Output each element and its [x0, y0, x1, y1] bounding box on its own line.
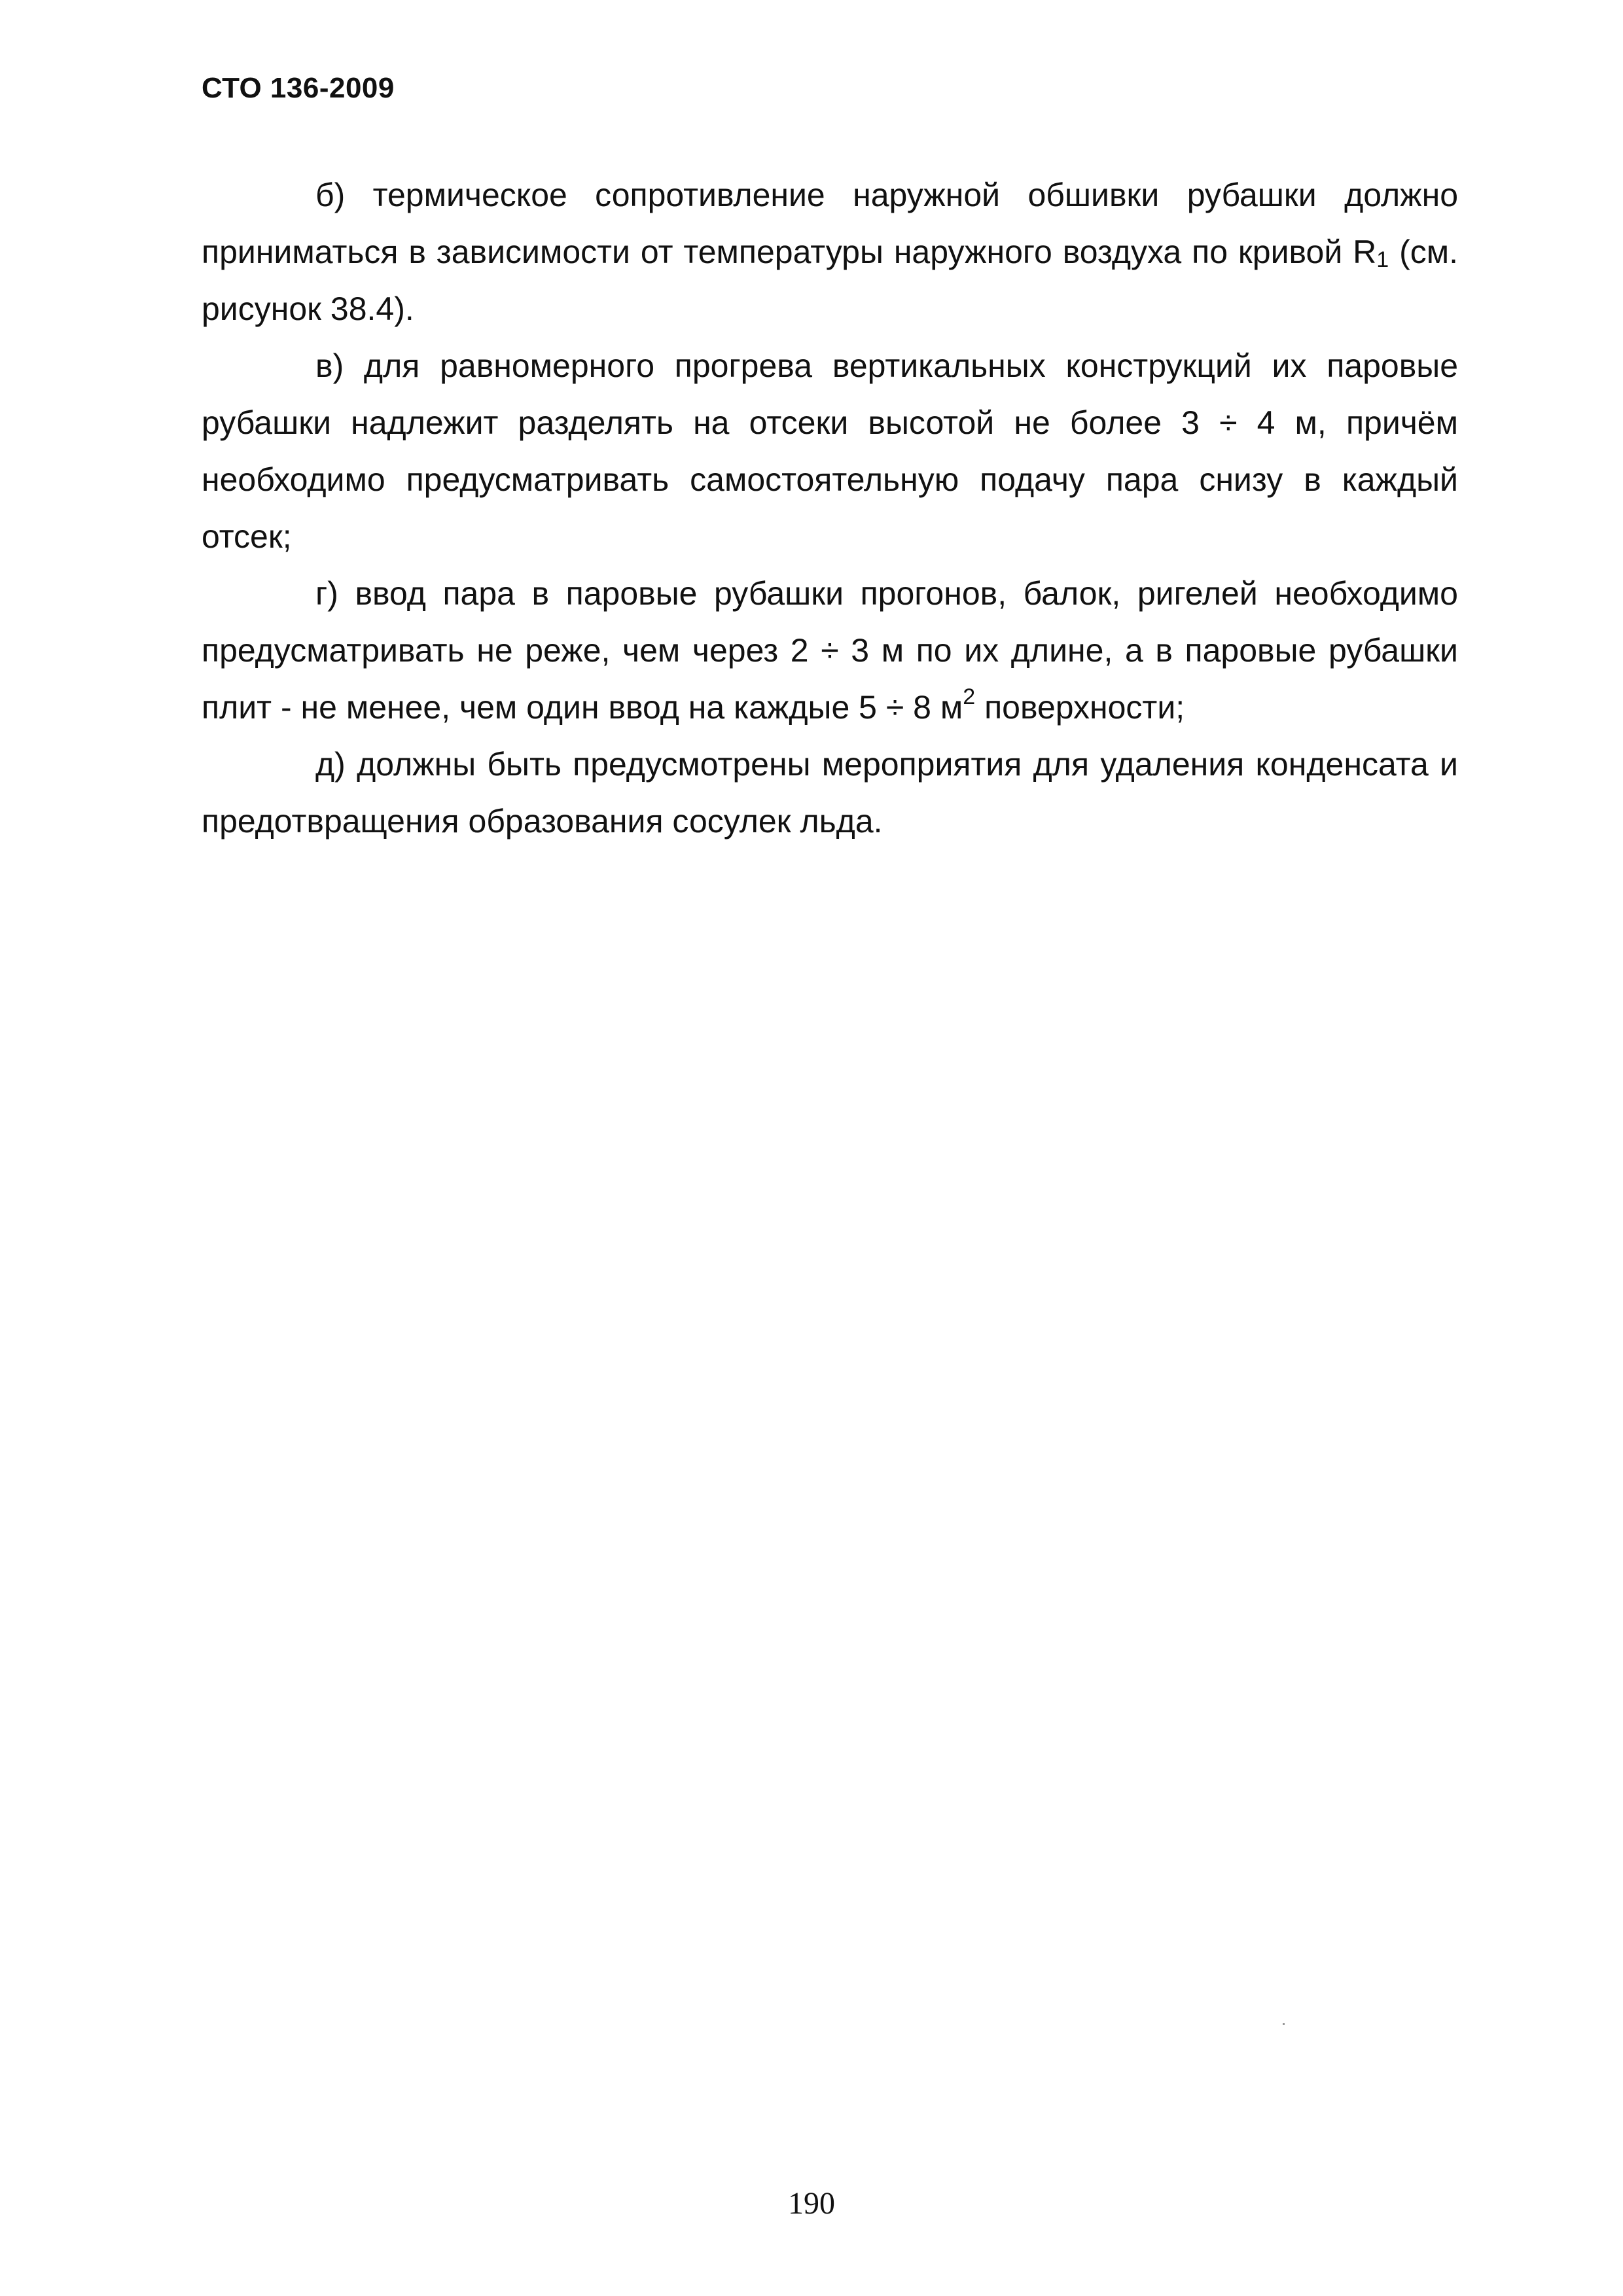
- paragraph-g-text: г) ввод пара в паровые рубашки прогонов, балок, ригелей необходимо предусматривать не реже, чем через 2 ÷ 3 м по их длине, а в паровые рубашки плит - не менее, чем один ввод на каждые 5 ÷ 8 м: [202, 575, 1458, 726]
- document-body: [202, 167, 1458, 850]
- paragraph-g-superscript: 2: [963, 684, 976, 709]
- paragraph-d: д) должны быть предусмотрены мероприятия для удаления конденсата и предотвращения образования сосулек льда.: [202, 746, 1458, 839]
- paragraph-b: [202, 167, 1458, 338]
- paragraph-b-subscript: 1: [1376, 247, 1389, 272]
- page-number: 190: [788, 2186, 835, 2221]
- paragraph-g-text-end: поверхности;: [975, 689, 1185, 726]
- scan-speck: [1283, 2023, 1285, 2025]
- paragraph-b-text-end: (см. рисунок 38.4).: [202, 234, 1458, 327]
- paragraph-b-text: б) термическое сопротивление наружной обшивки рубашки должно приниматься в зависимости от температуры наружного воздуха по кривой R: [202, 177, 1458, 270]
- document-code-header: СТО 136-2009: [202, 72, 395, 104]
- paragraph-v: в) для равномерного прогрева вертикальных конструкций их паровые рубашки надлежит разделять на отсеки высотой не более 3 ÷ 4 м, причём необходимо предусматривать самостоятельную подачу пара снизу в каждый отсек;: [202, 347, 1458, 555]
- paragraph-g: [202, 565, 1458, 736]
